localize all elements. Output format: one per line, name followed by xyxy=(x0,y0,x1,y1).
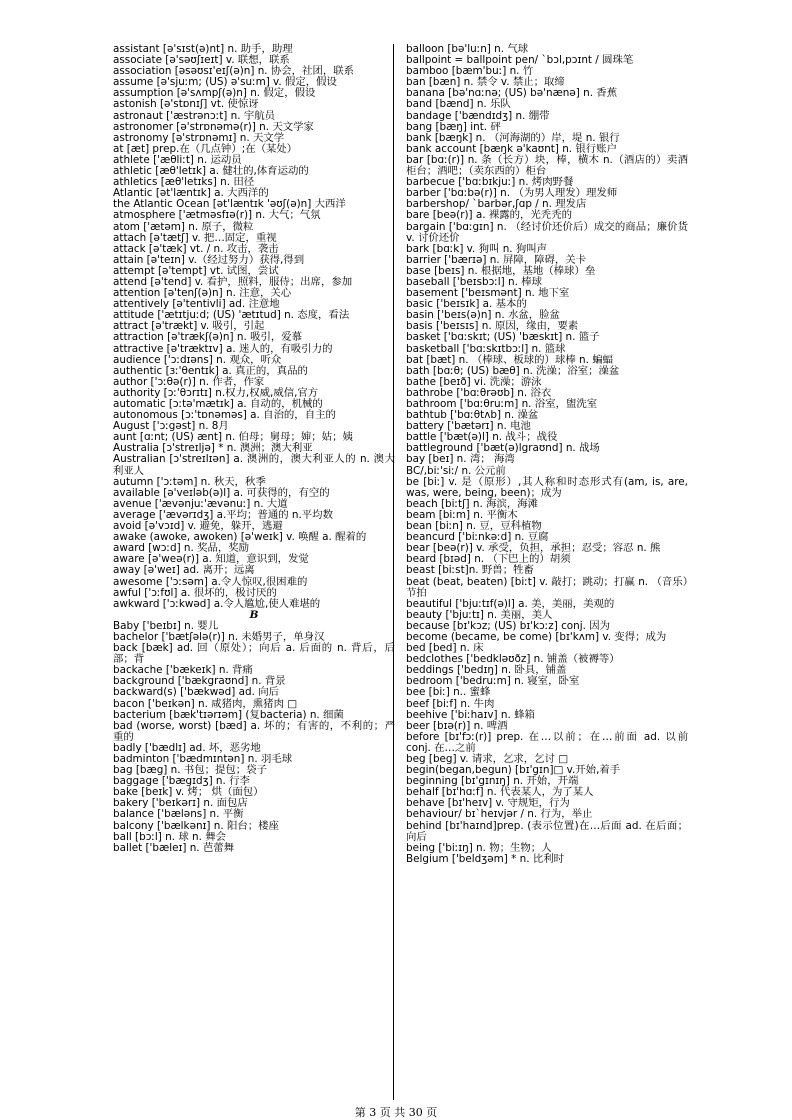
dictionary-entry: bat [bæt] n. （棒球、板球的）球棒 n. 蝙蝠 xyxy=(406,353,613,366)
dictionary-entry: ball [bɔːl] n. 球 n. 舞会 xyxy=(113,830,226,843)
dictionary-entry: bar [bɑː(r)] n. 条（长方）块，棒，横木 n.（酒店的）卖酒柜台；酒吧；（卖东西的）柜台 xyxy=(406,153,688,178)
dictionary-entry: band [bænd] n. 乐队 xyxy=(406,98,511,111)
dictionary-entry: bath [bɑːθ; (US) bæθ] n. 洗澡；浴室；澡盆 xyxy=(406,364,620,377)
dictionary-entry: astronomer [ə'strɒnəmə(r)] n. 天文学家 xyxy=(113,120,314,133)
dictionary-entry: bacterium [bæk'tɪərɪəm] (复bacteria) n. 细菌 xyxy=(113,708,344,721)
dictionary-entry: astonish [ə'stɒnɪʃ] vt. 使惊讶 xyxy=(113,98,259,111)
dictionary-entry: barbershop/ `barbər,ʃɑp / n. 理发店 xyxy=(406,198,587,211)
dictionary-entry: bamboo [bæm'buː] n. 竹 xyxy=(406,65,534,78)
dictionary-entry: award [wɔːd] n. 奖品，奖励 xyxy=(113,542,250,555)
dictionary-entry: athlete ['æθliːt] n. 运动员 xyxy=(113,153,242,166)
dictionary-entry: beat (beat, beaten) [biːt] v. 敲打；跳动；打赢 n. （音乐）节拍 xyxy=(406,575,688,599)
dictionary-entry: bathtub ['bɑːθtʌb] n. 澡盆 xyxy=(406,409,539,422)
dictionary-entry: avenue ['ævənjuː'ævənuː] n. 大道 xyxy=(113,497,288,510)
dictionary-entry: Belgium ['beldʒəm] * n. 比利时 xyxy=(406,852,565,865)
dictionary-entry: background ['bækgraʊnd] n. 背景 xyxy=(113,675,286,688)
dictionary-entry: bee [biː] n.. 蜜蜂 xyxy=(406,686,491,699)
dictionary-entry: beam [biːm] n. 平衡木 xyxy=(406,508,518,521)
dictionary-entry: available [ə'veɪləb(ə)l] a. 可获得的，有空的 xyxy=(113,486,330,499)
dictionary-entry: bathroom ['bɑːθruːm] n. 浴室，盥洗室 xyxy=(406,398,598,410)
dictionary-entry: authentic [ɜː'θentɪk] a. 真正的，真品的 xyxy=(113,364,308,377)
dictionary-entry: battle ['bæt(ə)l] n. 战斗；战役 xyxy=(406,431,558,444)
dictionary-entry: beauty ['bjuːtɪ] n. 美丽，美人 xyxy=(406,608,553,621)
dictionary-entry: attack [ə'tæk] vt. / n. 攻击，袭击 xyxy=(113,242,279,255)
dictionary-entry: bear [beə(r)] v. 承受，负担，承担；忍受；容忍 n. 熊 xyxy=(406,542,661,555)
dictionary-entry: basin ['beɪs(ə)n] n. 水盆，脸盆 xyxy=(406,309,560,322)
dictionary-entry: banana [bə'nɑːnə; (US) bə'nænə] n. 香蕉 xyxy=(406,87,618,100)
dictionary-entry: assumption [ə'sʌmpʃ(ə)n] n. 假定，假设 xyxy=(113,87,316,100)
dictionary-entry: beautiful ['bjuːtɪf(ə)l] a. 美，美丽，美观的 xyxy=(406,597,615,610)
dictionary-entry: Atlantic [ət'læntɪk] a. 大西洋的 xyxy=(113,187,269,200)
page-footer: 第 3 页 共 30 页 xyxy=(354,1106,438,1119)
dictionary-entry: baggage ['bægɪdʒ] n. 行李 xyxy=(113,775,250,788)
dictionary-entry: Australia [ɔ'streɪljə] * n. 澳洲；澳大利亚 xyxy=(113,442,313,455)
dictionary-entry: association [əsəʊsɪ'eɪʃ(ə)n] n. 协会，社团，联系 xyxy=(113,65,355,78)
dictionary-entry: at [æt] prep.在（几点钟）;在（某处） xyxy=(113,142,298,155)
dictionary-entry: atmosphere ['ætməsfɪə(r)] n. 大气；气氛 xyxy=(113,209,321,222)
dictionary-entry: beg [beg] v. 请求，乞求，乞讨 □ xyxy=(406,753,569,765)
dictionary-entry: avoid [ə'vɔɪd] v. 避免，躲开，逃避 xyxy=(113,520,283,533)
dictionary-entry: badminton ['bædmɪntən] n. 羽毛球 xyxy=(113,753,293,765)
dictionary-entry: autonomous [ɔː'tɒnəməs] a. 自治的，自主的 xyxy=(113,409,336,422)
dictionary-entry: barbecue ['bɑːbɪkjuː] n. 烤肉野餐 xyxy=(406,176,574,189)
dictionary-entry: ballet ['bæleɪ] n. 芭蕾舞 xyxy=(113,841,235,854)
dictionary-entry: back [bæk] ad. 回（原处）；向后 a. 后面的 n. 背后，后部；背 xyxy=(113,642,395,666)
dictionary-entry: bacon ['beɪkən] n. 咸猪肉，熏猪肉 □ xyxy=(113,697,298,710)
dictionary-entry: bandage ['bændɪdʒ] n. 绷带 xyxy=(406,109,550,122)
dictionary-entry: average ['ævərɪdʒ] a.平均；普通的 n.平均数 xyxy=(113,508,333,521)
dictionary-entry: begin(began,begun) [bɪ'gɪn]□ v.开始,着手 xyxy=(406,764,621,777)
right-column xyxy=(406,44,688,865)
dictionary-entry: bedclothes ['bedkləʊðz] n. 铺盖（被褥等） xyxy=(406,653,620,666)
dictionary-entry: balloon [bə'luːn] n. 气球 xyxy=(406,43,529,55)
section-heading: B xyxy=(249,608,259,621)
dictionary-entry: awake (awoke, awoken) [ə'weɪk] v. 唤醒 a. 醒着的 xyxy=(113,531,367,544)
dictionary-entry: attend [ə'tend] v. 看护，照料，服侍；出席，参加 xyxy=(113,275,353,288)
dictionary-entry: beehive ['biːhaɪv] n. 蜂箱 xyxy=(406,708,535,721)
dictionary-entry: ballpoint = ballpoint pen/ `bɔl,pɔɪnt / 圆珠笔 xyxy=(406,54,634,67)
dictionary-entry: backache ['bækeɪk] n. 背痛 xyxy=(113,664,253,677)
dictionary-entry: bean [biːn] n. 豆，豆科植物 xyxy=(406,520,542,533)
column-divider xyxy=(393,44,394,1100)
dictionary-entry: athletics [æθ'letɪks] n. 田径 xyxy=(113,176,255,189)
dictionary-entry: audience ['ɔːdɪəns] n. 观众，听众 xyxy=(113,353,282,366)
dictionary-entry: bank [bæŋk] n. （河海湖的）岸，堤 n. 银行 xyxy=(406,131,620,144)
dictionary-entry: before [bɪ'fɔː(r)] prep. 在…以前；在…前面 ad. 以前 conj. 在…之前 xyxy=(406,730,688,754)
dictionary-entry: aunt [ɑːnt; (US) ænt] n. 伯母；舅母；婶；姑；姨 xyxy=(113,431,353,444)
dictionary-entry: baseball ['beɪsbɔːl] n. 棒球 xyxy=(406,275,543,288)
dictionary-entry: bark [bɑːk] v. 狗叫 n. 狗叫声 xyxy=(406,242,548,255)
dictionary-entry: attempt [ə'tempt] vt. 试图，尝试 xyxy=(113,264,279,277)
dictionary-entry: base [beɪs] n. 根据地，基地（棒球）垒 xyxy=(406,264,596,277)
dictionary-entry: assistant [ə'sɪst(ə)nt] n. 助手，助理 xyxy=(113,43,293,55)
dictionary-entry: Baby ['beɪbɪ] n. 婴儿 xyxy=(113,619,219,632)
dictionary-entry: autumn ['ɔːtəm] n. 秋天，秋季 xyxy=(113,475,266,488)
dictionary-entry: being ['biːɪŋ] n. 物；生物；人 xyxy=(406,841,552,854)
dictionary-entry: be [biː] v. 是（原形）,其人称和时态形式有(am, is, are, was, were, being, been)；成为 xyxy=(406,475,688,499)
dictionary-entry: bank account [bæŋk ə'kaʊnt] n. 银行账户 xyxy=(406,142,617,155)
dictionary-entry: attention [ə'tenʃ(ə)n] n. 注意，关心 xyxy=(113,287,292,300)
dictionary-entry: become (became, be come) [bɪ'kʌm] v. 变得；成为 xyxy=(406,630,667,643)
dictionary-entry: beddings ['bedɪŋ] n. 卧具，铺盖 xyxy=(406,664,567,677)
dictionary-entry: behalf [bɪ'hɑːf] n. 代表某人，为了某人 xyxy=(406,786,594,799)
dictionary-entry: awesome ['ɔːsəm] a.令人惊叹,很困难的 xyxy=(113,575,308,588)
dictionary-entry: the Atlantic Ocean [ət'læntɪk 'əʊʃ(ə)n] 大西洋 xyxy=(113,198,346,211)
dictionary-entry: away [ə'weɪ] ad. 离开；远离 xyxy=(113,564,255,577)
dictionary-entry: assume [ə'sjuːm; (US) ə'suːm] v. 假定，假设 xyxy=(113,76,337,89)
dictionary-entry: bang [bæŋ] int. 砰 xyxy=(406,120,501,133)
dictionary-entry: beast [biːst]n. 野兽；牲畜 xyxy=(406,564,534,577)
dictionary-entry: beach [biːtʃ] n. 海滨，海滩 xyxy=(406,497,539,510)
dictionary-entry: beancurd ['biːnkəːd] n. 豆腐 xyxy=(406,531,549,544)
dictionary-entry: badly ['bædlɪ] ad. 坏，恶劣地 xyxy=(113,741,261,754)
dictionary-entry: bake [beɪk] v. 烤； 烘（面包） xyxy=(113,786,264,799)
dictionary-entry: aware [ə'weə(r)] a. 知道，意识到，发觉 xyxy=(113,553,309,566)
dictionary-entry: atom ['ætəm] n. 原子，微粒 xyxy=(113,220,254,233)
dictionary-entry: bachelor ['bætʃələ(r)] n. 未婚男子，单身汉 xyxy=(113,630,325,643)
dictionary-entry: battleground ['bæt(ə)lgraʊnd] n. 战场 xyxy=(406,442,600,455)
dictionary-entry: awful ['ɔːfʊl] a. 很坏的，极讨厌的 xyxy=(113,586,277,599)
dictionary-entry: basic ['beɪsɪk] a. 基本的 xyxy=(406,298,527,311)
dictionary-entry: Australian [ɔ'streɪlɪən] a. 澳洲的，澳大利亚人的 n. 澳大利亚人 xyxy=(113,453,395,477)
dictionary-entry: behaviour/ bɪ`heɪvjər / n. 行为，举止 xyxy=(406,808,593,821)
dictionary-entry: associate [ə'səʊʃɪeɪt] v. 联想，联系 xyxy=(113,54,290,67)
dictionary-entry: attractive [ə'træktɪv] a. 迷人的，有吸引力的 xyxy=(113,342,333,355)
dictionary-entry: barber ['bɑːbə(r)] n. （为男人理发）理发师 xyxy=(406,187,618,200)
dictionary-entry: basis ['beɪsɪs] n. 原因，缘由，要素 xyxy=(406,320,579,333)
dictionary-entry: bedroom ['bedruːm] n. 寝室，卧室 xyxy=(406,675,580,688)
dictionary-entry: barrier ['bærɪə] n. 屏障，障碍，关卡 xyxy=(406,253,587,266)
dictionary-entry: beef [biːf] n. 牛肉 xyxy=(406,697,495,710)
dictionary-entry: attach [ə'tætʃ] v. 把…固定，重视 xyxy=(113,231,277,244)
dictionary-entry: author ['ɔːθə(r)] n. 作者，作家 xyxy=(113,375,265,388)
dictionary-entry: backward(s) ['bækwəd] ad. 向后 xyxy=(113,686,279,699)
dictionary-entry: astronaut ['æstrənɔːt] n. 宇航员 xyxy=(113,109,276,122)
dictionary-entry: beer [bɪə(r)] n. 啤酒 xyxy=(406,719,508,732)
dictionary-entry: bathrobe ['bɑːθrəʊb] n. 浴衣 xyxy=(406,386,552,399)
dictionary-entry: balcony ['bælkənɪ] n. 阳台；楼座 xyxy=(113,819,279,832)
dictionary-entry: attraction [ə'trækʃ(ə)n] n. 吸引，爱慕 xyxy=(113,331,303,344)
dictionary-entry: athletic [æθ'letɪk] a. 健壮的,体育运动的 xyxy=(113,165,309,178)
dictionary-entry: ban [bæn] n. 禁令 v. 禁止；取缔 xyxy=(406,76,565,89)
dictionary-entry: beard [bɪəd] n. （下巴上的）胡须 xyxy=(406,553,571,566)
dictionary-entry: authority [ɔː'θɔrɪtɪ] n.权力,权威,威信,官方 xyxy=(113,386,319,399)
dictionary-entry: August ['ɔːgəst] n. 8月 xyxy=(113,420,229,433)
dictionary-entry: behave [bɪ'heɪv] v. 守规矩，行为 xyxy=(406,797,570,810)
dictionary-entry: astronomy [ə'strɒnəmɪ] n. 天文学 xyxy=(113,131,285,144)
dictionary-entry: bag [bæg] n. 书包；提包；袋子 xyxy=(113,764,267,777)
dictionary-entry: because [bɪ'kɔz; (US) bɪ'kɔːz] conj. 因为 xyxy=(406,619,611,632)
dictionary-entry: awkward ['ɔːkwəd] a.令人尴尬,使人难堪的 xyxy=(113,597,321,610)
left-column xyxy=(113,44,395,854)
dictionary-entry: basketball ['bɑːskɪtbɔːl] n. 篮球 xyxy=(406,342,566,355)
dictionary-entry: bay [beɪ] n. 湾； 海湾 xyxy=(406,453,515,466)
dictionary-entry: bad (worse, worst) [bæd] a. 坏的；有害的，不利的；严重的 xyxy=(113,719,395,743)
dictionary-entry: bare [beə(r)] a. 裸露的，光秃秃的 xyxy=(406,209,572,222)
dictionary-entry: basket ['bɑːskɪt; (US) 'bæskɪt] n. 篮子 xyxy=(406,331,600,344)
dictionary-entry: balance ['bæləns] n. 平衡 xyxy=(113,808,244,821)
dictionary-entry: attentively [ə'tentivli] ad. 注意地 xyxy=(113,298,280,311)
dictionary-entry: attract [ə'trækt] v. 吸引，引起 xyxy=(113,320,265,333)
dictionary-entry: automatic [ɔːtə'mætɪk] a. 自动的，机械的 xyxy=(113,398,323,410)
dictionary-entry: bargain ['bɑːgɪn] n. （经讨价还价后）成交的商品；廉价货 v. 讨价还价 xyxy=(406,220,688,244)
dictionary-entry: bed [bed] n. 床 xyxy=(406,642,484,655)
dictionary-entry: behind [bɪ'haɪnd]prep. (表示位置)在…后面 ad. 在后面；向后 xyxy=(406,819,688,843)
dictionary-entry: bathe [beɪð] vi. 洗澡；游泳 xyxy=(406,375,542,388)
dictionary-entry: beginning [bɪ'gɪnɪŋ] n. 开始，开端 xyxy=(406,775,579,788)
dictionary-entry: bakery ['beɪkərɪ] n. 面包店 xyxy=(113,797,248,810)
dictionary-entry: basement ['beɪsmənt] n. 地下室 xyxy=(406,287,570,300)
dictionary-entry: attitude ['ætɪtjuːd; (US) 'ætɪtud] n. 态度，看法 xyxy=(113,309,350,322)
dictionary-entry: BC/,biː'siː/ n. 公元前 xyxy=(406,464,506,477)
dictionary-entry: attain [ə'teɪn] v.（经过努力）获得,得到 xyxy=(113,253,305,266)
dictionary-entry: battery ['bætərɪ] n. 电池 xyxy=(406,420,531,433)
